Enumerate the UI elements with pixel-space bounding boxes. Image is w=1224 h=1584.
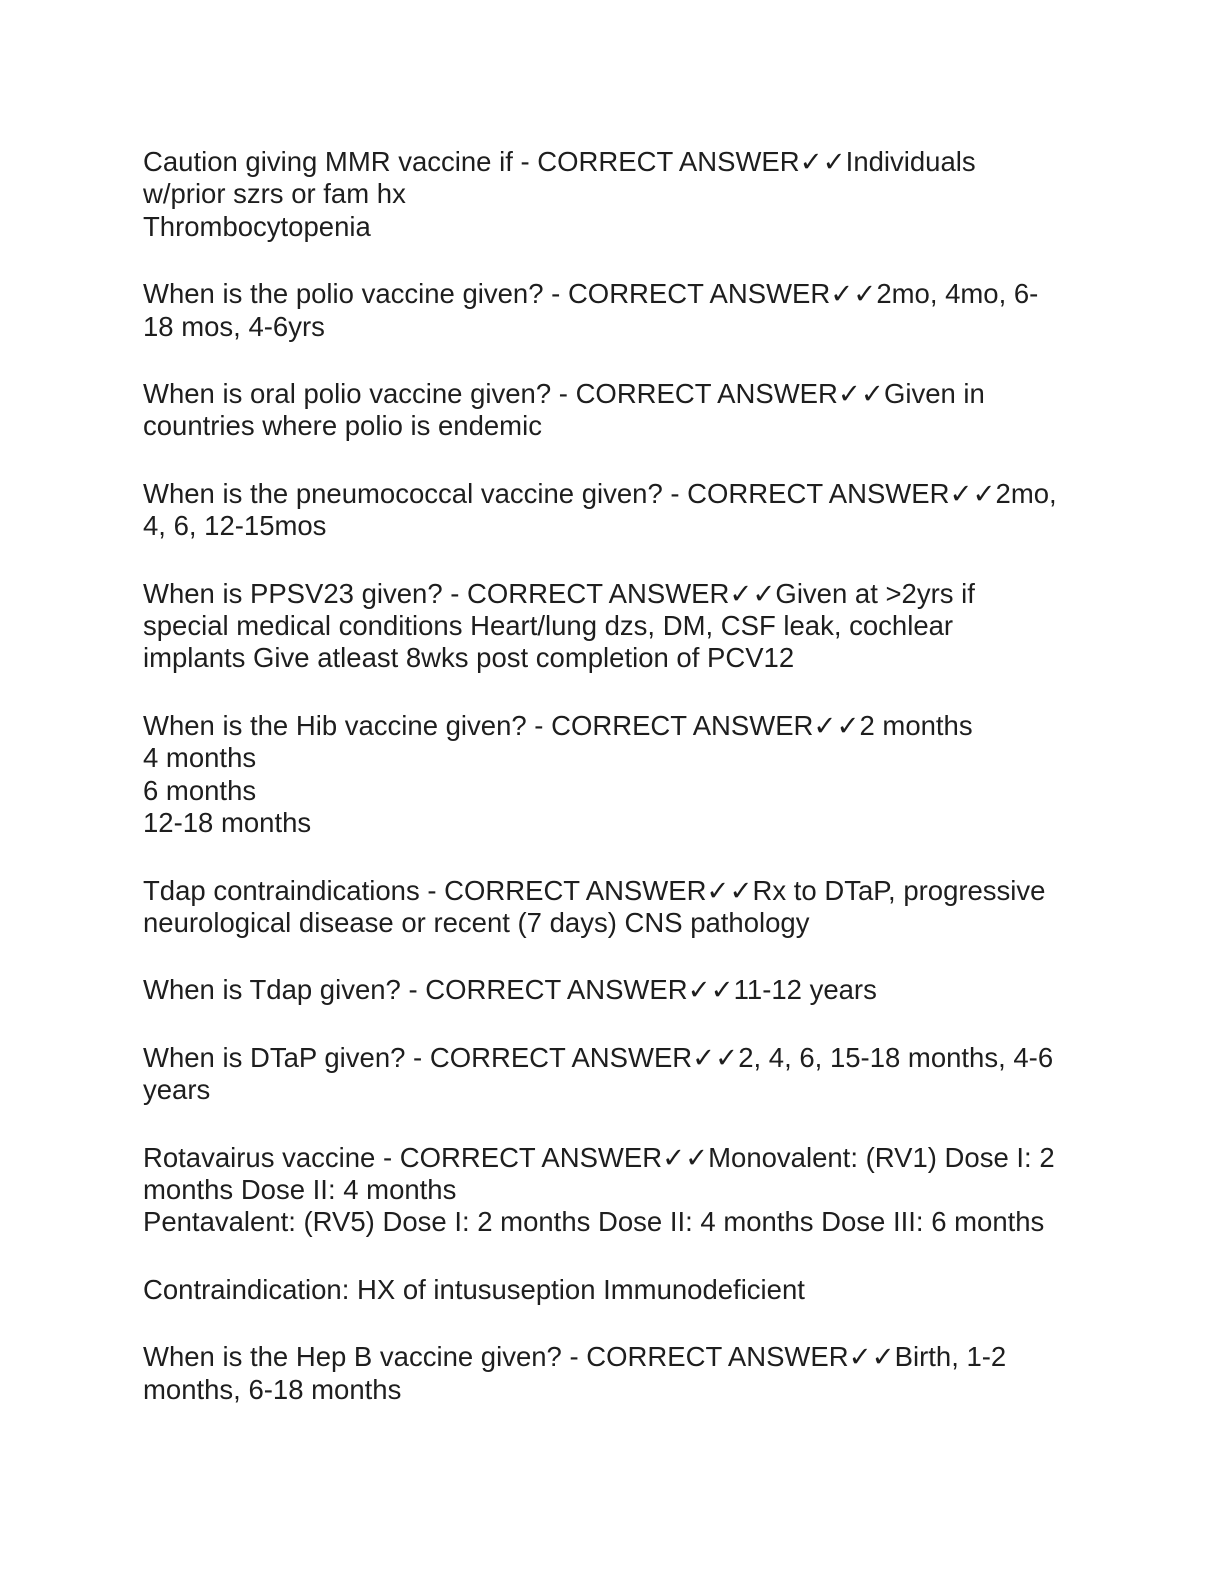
- text-line: Pentavalent: (RV5) Dose I: 2 months Dose II: 4 months Dose III: 6 months: [143, 1206, 1045, 1238]
- text-line: Contraindication: HX of intususeption Immunodeficient: [143, 1273, 805, 1305]
- flashcard-ppsv23: [143, 578, 1078, 675]
- flashcard-mmr-caution: [143, 146, 1078, 243]
- flashcard-tdap-contraindications: [143, 875, 1078, 940]
- flashcard-polio-schedule: [143, 278, 1078, 343]
- text-line: When is the pneumococcal vaccine given? - CORRECT ANSWER✓✓2mo,: [143, 477, 1057, 509]
- text-line: 4 months: [143, 742, 257, 774]
- text-line: Rotavairus vaccine - CORRECT ANSWER✓✓Monovalent: (RV1) Dose I: 2: [143, 1141, 1055, 1173]
- text-line: When is PPSV23 given? - CORRECT ANSWER✓✓Given at >2yrs if: [143, 577, 975, 609]
- text-line: 6 months: [143, 774, 257, 806]
- text-line: special medical conditions Heart/lung dzs, DM, CSF leak, cochlear: [143, 610, 954, 642]
- text-line: 18 mos, 4-6yrs: [143, 310, 325, 342]
- flashcard-oral-polio: [143, 378, 1078, 443]
- text-line: countries where polio is endemic: [143, 410, 542, 442]
- flashcard-rotavirus: [143, 1142, 1078, 1239]
- text-line: When is DTaP given? - CORRECT ANSWER✓✓2, 4, 6, 15-18 months, 4-6: [143, 1041, 1054, 1073]
- text-line: When is Tdap given? - CORRECT ANSWER✓✓11-12 years: [143, 974, 877, 1006]
- document-body: [143, 146, 1078, 1441]
- text-line: When is the Hib vaccine given? - CORRECT ANSWER✓✓2 months: [143, 709, 973, 741]
- flashcard-tdap-schedule: [143, 974, 1078, 1006]
- flashcard-hep-b: [143, 1341, 1078, 1406]
- text-line: When is the polio vaccine given? - CORRECT ANSWER✓✓2mo, 4mo, 6-: [143, 278, 1039, 310]
- text-line: Caution giving MMR vaccine if - CORRECT ANSWER✓✓Individuals: [143, 146, 976, 177]
- text-line: w/prior szrs or fam hx: [143, 178, 406, 210]
- text-line: 12-18 months: [143, 807, 312, 839]
- text-line: When is oral polio vaccine given? - CORRECT ANSWER✓✓Given in: [143, 378, 985, 410]
- flashcard-hib: [143, 710, 1078, 840]
- flashcard-dtap-schedule: [143, 1042, 1078, 1107]
- text-line: years: [143, 1074, 211, 1106]
- flashcard-pneumococcal: [143, 478, 1078, 543]
- text-line: 4, 6, 12-15mos: [143, 510, 327, 542]
- text-line: months Dose II: 4 months: [143, 1173, 457, 1205]
- text-line: months, 6-18 months: [143, 1373, 402, 1405]
- text-line: Thrombocytopenia: [143, 210, 371, 242]
- text-line: implants Give atleast 8wks post completion of PCV12: [143, 642, 795, 674]
- rotavirus-contraindication: [143, 1274, 1078, 1306]
- text-line: Tdap contraindications - CORRECT ANSWER✓✓Rx to DTaP, progressive: [143, 874, 1046, 906]
- text-line: neurological disease or recent (7 days) CNS pathology: [143, 906, 810, 938]
- text-line: When is the Hep B vaccine given? - CORRECT ANSWER✓✓Birth, 1-2: [143, 1341, 1007, 1373]
